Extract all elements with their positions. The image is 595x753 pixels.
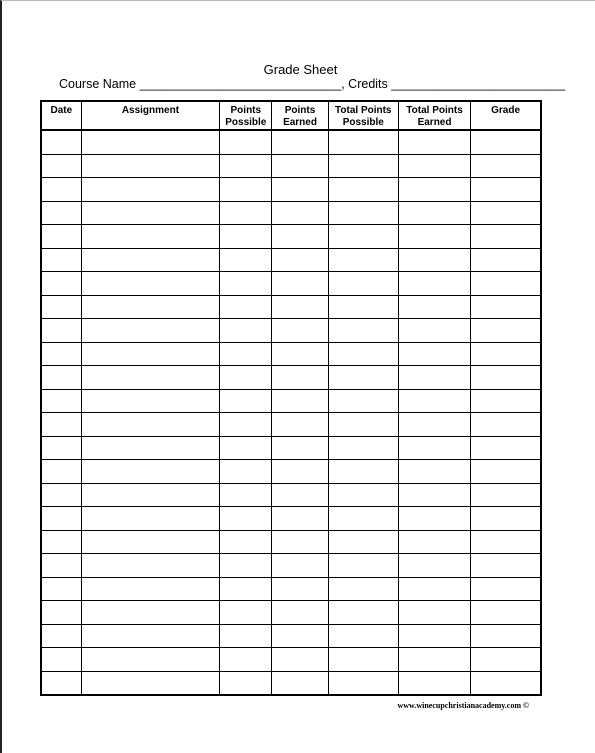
credits-label: Credits: [348, 77, 388, 91]
header-grade: Grade: [471, 101, 541, 130]
cell-grade[interactable]: [471, 624, 541, 648]
cell-total-points-earned[interactable]: [398, 248, 470, 272]
cell-points-earned[interactable]: [272, 272, 328, 296]
cell-assignment[interactable]: [81, 389, 220, 413]
header-total-points-possible: Total Points Possible: [328, 101, 398, 130]
cell-points-earned[interactable]: [272, 648, 328, 672]
cell-total-points-possible[interactable]: [328, 624, 398, 648]
table-row: [41, 389, 541, 413]
cell-grade[interactable]: [471, 413, 541, 437]
cell-points-possible[interactable]: [220, 601, 272, 625]
cell-total-points-earned[interactable]: [398, 507, 470, 531]
cell-points-possible[interactable]: [220, 154, 272, 178]
cell-assignment[interactable]: [81, 248, 220, 272]
table-row: [41, 601, 541, 625]
header-points-possible: Points Possible: [220, 101, 272, 130]
cell-total-points-possible[interactable]: [328, 436, 398, 460]
cell-date[interactable]: [41, 530, 81, 554]
cell-total-points-possible[interactable]: [328, 295, 398, 319]
cell-assignment[interactable]: [81, 178, 220, 202]
cell-grade[interactable]: [471, 272, 541, 296]
cell-date[interactable]: [41, 413, 81, 437]
cell-points-possible[interactable]: [220, 554, 272, 578]
cell-total-points-earned[interactable]: [398, 295, 470, 319]
cell-total-points-earned[interactable]: [398, 201, 470, 225]
cell-grade[interactable]: [471, 225, 541, 249]
cell-grade[interactable]: [471, 130, 541, 154]
cell-points-earned[interactable]: [272, 554, 328, 578]
cell-date[interactable]: [41, 671, 81, 695]
cell-grade[interactable]: [471, 178, 541, 202]
cell-total-points-earned[interactable]: [398, 530, 470, 554]
cell-points-possible[interactable]: [220, 272, 272, 296]
cell-total-points-earned[interactable]: [398, 648, 470, 672]
table-row: [41, 460, 541, 484]
cell-total-points-earned[interactable]: [398, 342, 470, 366]
cell-total-points-possible[interactable]: [328, 366, 398, 390]
cell-assignment[interactable]: [81, 483, 220, 507]
cell-points-possible[interactable]: [220, 460, 272, 484]
header-assignment: Assignment: [81, 101, 220, 130]
table-row: [41, 671, 541, 695]
cell-total-points-earned[interactable]: [398, 436, 470, 460]
cell-points-earned[interactable]: [272, 413, 328, 437]
cell-points-possible[interactable]: [220, 201, 272, 225]
cell-points-earned[interactable]: [272, 530, 328, 554]
grade-table: [40, 100, 542, 696]
cell-points-possible[interactable]: [220, 624, 272, 648]
course-name-label: Course Name: [59, 77, 137, 91]
cell-grade[interactable]: [471, 671, 541, 695]
cell-total-points-earned[interactable]: [398, 319, 470, 343]
cell-points-possible[interactable]: [220, 483, 272, 507]
cell-date[interactable]: [41, 248, 81, 272]
credits-blank: _________________________: [391, 77, 566, 91]
cell-points-possible[interactable]: [220, 366, 272, 390]
cell-total-points-earned[interactable]: [398, 460, 470, 484]
cell-points-possible[interactable]: [220, 295, 272, 319]
table-row: [41, 295, 541, 319]
course-name-blank: _____________________________,: [139, 77, 345, 91]
cell-assignment[interactable]: [81, 671, 220, 695]
table-row: [41, 154, 541, 178]
table-row: [41, 248, 541, 272]
cell-points-earned[interactable]: [272, 460, 328, 484]
cell-points-possible[interactable]: [220, 319, 272, 343]
cell-grade[interactable]: [471, 201, 541, 225]
cell-total-points-possible[interactable]: [328, 130, 398, 154]
cell-assignment[interactable]: [81, 272, 220, 296]
cell-grade[interactable]: [471, 648, 541, 672]
cell-total-points-possible[interactable]: [328, 577, 398, 601]
cell-total-points-possible[interactable]: [328, 554, 398, 578]
cell-date[interactable]: [41, 366, 81, 390]
document-title: [0, 62, 595, 77]
cell-assignment[interactable]: [81, 295, 220, 319]
table-row: [41, 413, 541, 437]
cell-total-points-possible[interactable]: [328, 671, 398, 695]
table-row: [41, 130, 541, 154]
cell-total-points-earned[interactable]: [398, 178, 470, 202]
cell-assignment[interactable]: [81, 507, 220, 531]
table-row: [41, 483, 541, 507]
cell-points-earned[interactable]: [272, 225, 328, 249]
grade-table-body: [41, 130, 541, 695]
cell-total-points-earned[interactable]: [398, 225, 470, 249]
cell-assignment[interactable]: [81, 225, 220, 249]
cell-date[interactable]: [41, 342, 81, 366]
cell-total-points-earned[interactable]: [398, 413, 470, 437]
table-row: [41, 554, 541, 578]
cell-total-points-earned[interactable]: [398, 577, 470, 601]
cell-total-points-possible[interactable]: [328, 272, 398, 296]
cell-points-possible[interactable]: [220, 413, 272, 437]
cell-points-possible[interactable]: [220, 130, 272, 154]
cell-points-possible[interactable]: [220, 436, 272, 460]
cell-date[interactable]: [41, 272, 81, 296]
cell-grade[interactable]: [471, 295, 541, 319]
cell-points-earned[interactable]: [272, 507, 328, 531]
cell-assignment[interactable]: [81, 130, 220, 154]
cell-total-points-possible[interactable]: [328, 507, 398, 531]
cell-total-points-earned[interactable]: [398, 624, 470, 648]
cell-date[interactable]: [41, 225, 81, 249]
cell-assignment[interactable]: [81, 601, 220, 625]
cell-assignment[interactable]: [81, 154, 220, 178]
table-row: [41, 577, 541, 601]
header-row: [41, 101, 541, 130]
cell-points-earned[interactable]: [272, 154, 328, 178]
cell-grade[interactable]: [471, 577, 541, 601]
cell-points-possible[interactable]: [220, 648, 272, 672]
table-row: [41, 272, 541, 296]
cell-date[interactable]: [41, 154, 81, 178]
cell-total-points-earned[interactable]: [398, 272, 470, 296]
cell-grade[interactable]: [471, 342, 541, 366]
cell-total-points-possible[interactable]: [328, 225, 398, 249]
cell-points-earned[interactable]: [272, 577, 328, 601]
cell-assignment[interactable]: [81, 413, 220, 437]
cell-points-possible[interactable]: [220, 389, 272, 413]
cell-points-earned[interactable]: [272, 601, 328, 625]
cell-date[interactable]: [41, 178, 81, 202]
cell-grade[interactable]: [471, 530, 541, 554]
cell-points-earned[interactable]: [272, 436, 328, 460]
cell-total-points-earned[interactable]: [398, 389, 470, 413]
cell-date[interactable]: [41, 601, 81, 625]
cell-points-earned[interactable]: [272, 483, 328, 507]
cell-points-possible[interactable]: [220, 342, 272, 366]
cell-total-points-possible[interactable]: [328, 342, 398, 366]
cell-total-points-possible[interactable]: [328, 601, 398, 625]
table-row: [41, 530, 541, 554]
cell-total-points-earned[interactable]: [398, 154, 470, 178]
header-points-earned: Points Earned: [272, 101, 328, 130]
cell-date[interactable]: [41, 648, 81, 672]
cell-points-possible[interactable]: [220, 248, 272, 272]
cell-date[interactable]: [41, 507, 81, 531]
cell-total-points-possible[interactable]: [328, 319, 398, 343]
cell-assignment[interactable]: [81, 577, 220, 601]
cell-points-possible[interactable]: [220, 577, 272, 601]
header-date: Date: [41, 101, 81, 130]
cell-total-points-possible[interactable]: [328, 648, 398, 672]
cell-points-possible[interactable]: [220, 671, 272, 695]
cell-grade[interactable]: [471, 319, 541, 343]
cell-points-earned[interactable]: [272, 130, 328, 154]
document-title-text: Grade Sheet: [263, 62, 338, 77]
table-row: [41, 178, 541, 202]
cell-date[interactable]: [41, 483, 81, 507]
table-row: [41, 648, 541, 672]
header-total-points-earned: Total Points Earned: [398, 101, 470, 130]
cell-grade[interactable]: [471, 483, 541, 507]
cell-total-points-possible[interactable]: [328, 530, 398, 554]
cell-assignment[interactable]: [81, 436, 220, 460]
cell-assignment[interactable]: [81, 319, 220, 343]
cell-points-earned[interactable]: [272, 178, 328, 202]
cell-date[interactable]: [41, 319, 81, 343]
cell-date[interactable]: [41, 389, 81, 413]
table-row: [41, 225, 541, 249]
cell-total-points-possible[interactable]: [328, 154, 398, 178]
course-credits-line: [59, 77, 565, 91]
table-row: [41, 201, 541, 225]
cell-grade[interactable]: [471, 507, 541, 531]
cell-date[interactable]: [41, 460, 81, 484]
cell-total-points-earned[interactable]: [398, 366, 470, 390]
table-row: [41, 436, 541, 460]
cell-date[interactable]: [41, 624, 81, 648]
cell-date[interactable]: [41, 130, 81, 154]
cell-points-earned[interactable]: [272, 671, 328, 695]
cell-points-earned[interactable]: [272, 201, 328, 225]
cell-total-points-possible[interactable]: [328, 460, 398, 484]
cell-grade[interactable]: [471, 366, 541, 390]
cell-points-earned[interactable]: [272, 248, 328, 272]
cell-points-earned[interactable]: [272, 366, 328, 390]
cell-points-possible[interactable]: [220, 530, 272, 554]
cell-points-possible[interactable]: [220, 507, 272, 531]
cell-total-points-possible[interactable]: [328, 413, 398, 437]
cell-total-points-earned[interactable]: [398, 601, 470, 625]
cell-points-earned[interactable]: [272, 389, 328, 413]
cell-grade[interactable]: [471, 389, 541, 413]
cell-grade[interactable]: [471, 460, 541, 484]
cell-points-possible[interactable]: [220, 178, 272, 202]
cell-total-points-possible[interactable]: [328, 178, 398, 202]
cell-assignment[interactable]: [81, 201, 220, 225]
cell-grade[interactable]: [471, 601, 541, 625]
cell-total-points-earned[interactable]: [398, 130, 470, 154]
cell-assignment[interactable]: [81, 624, 220, 648]
table-row: [41, 507, 541, 531]
cell-assignment[interactable]: [81, 342, 220, 366]
cell-grade[interactable]: [471, 436, 541, 460]
cell-grade[interactable]: [471, 248, 541, 272]
table-row: [41, 366, 541, 390]
cell-date[interactable]: [41, 201, 81, 225]
cell-total-points-possible[interactable]: [328, 248, 398, 272]
cell-total-points-possible[interactable]: [328, 201, 398, 225]
cell-total-points-earned[interactable]: [398, 554, 470, 578]
cell-total-points-earned[interactable]: [398, 483, 470, 507]
cell-date[interactable]: [41, 436, 81, 460]
cell-points-possible[interactable]: [220, 225, 272, 249]
cell-assignment[interactable]: [81, 530, 220, 554]
cell-total-points-possible[interactable]: [328, 389, 398, 413]
table-row: [41, 624, 541, 648]
cell-grade[interactable]: [471, 154, 541, 178]
cell-assignment[interactable]: [81, 460, 220, 484]
cell-points-earned[interactable]: [272, 624, 328, 648]
cell-grade[interactable]: [471, 554, 541, 578]
cell-assignment[interactable]: [81, 366, 220, 390]
cell-assignment[interactable]: [81, 648, 220, 672]
footer-website: www.winecupchristianacademy.com ©: [397, 701, 529, 710]
cell-date[interactable]: [41, 577, 81, 601]
cell-total-points-possible[interactable]: [328, 483, 398, 507]
cell-date[interactable]: [41, 295, 81, 319]
cell-assignment[interactable]: [81, 554, 220, 578]
table-row: [41, 319, 541, 343]
cell-total-points-earned[interactable]: [398, 671, 470, 695]
table-row: [41, 342, 541, 366]
cell-points-earned[interactable]: [272, 319, 328, 343]
cell-points-earned[interactable]: [272, 342, 328, 366]
cell-points-earned[interactable]: [272, 295, 328, 319]
cell-date[interactable]: [41, 554, 81, 578]
